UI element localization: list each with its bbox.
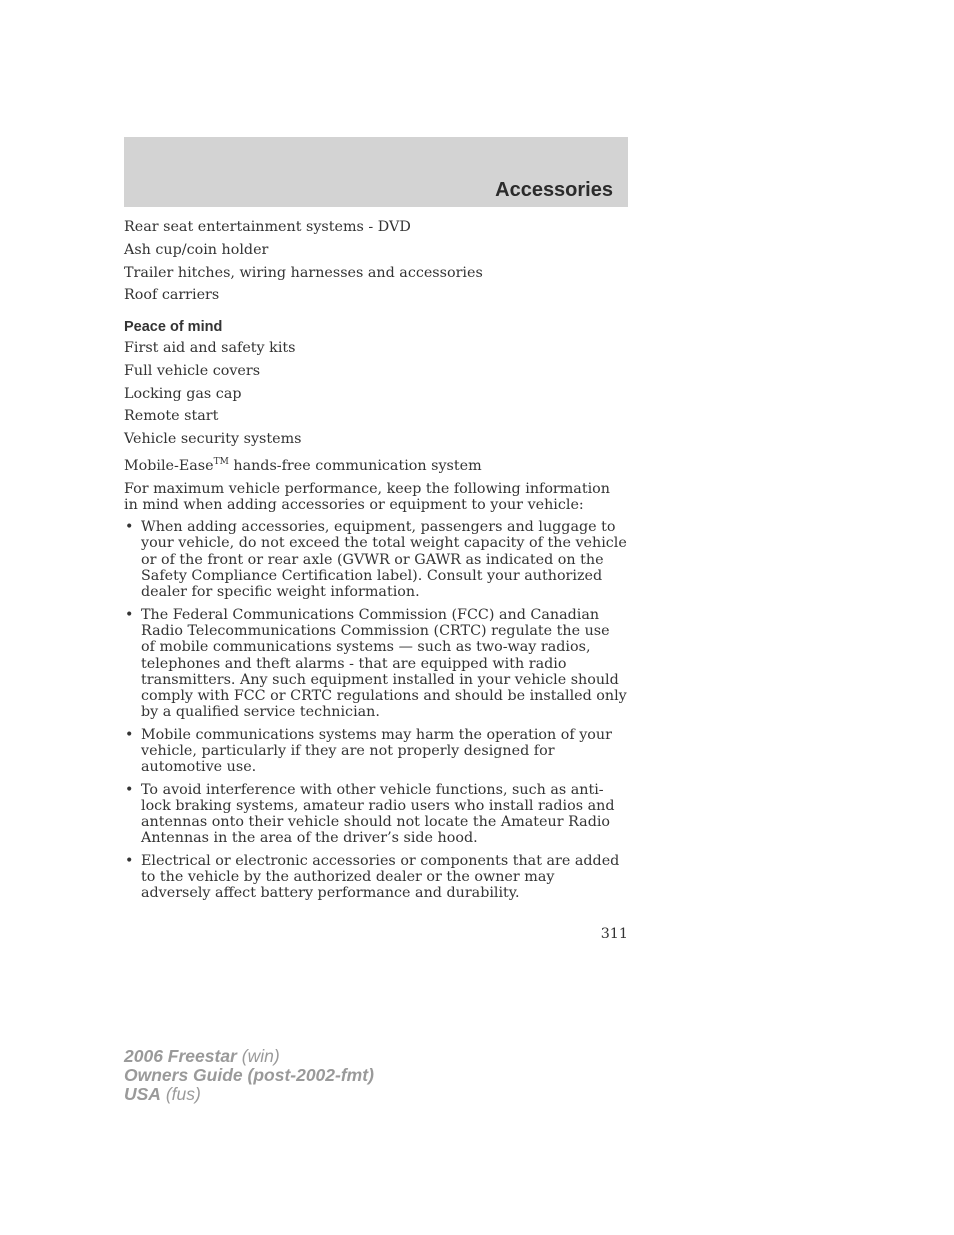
bullet-item (124, 782, 628, 847)
footer-guide: Owners Guide (post-2002-fmt) (124, 1065, 374, 1085)
bullet-item (124, 853, 628, 902)
bullet-text: Mobile communications systems may harm the operation of your vehicle, particularly if they are not properly designed for automotive use. (141, 726, 612, 776)
bullet-list (124, 519, 628, 902)
footer-model: 2006 Freestar (124, 1046, 237, 1066)
bullet-item (124, 607, 628, 721)
page-number: 311 (600, 926, 628, 942)
subsection-heading: Peace of mind (124, 318, 223, 335)
list-item-mobile-ease (124, 454, 628, 474)
footer-market: USA (124, 1084, 161, 1104)
document-footer (124, 1047, 374, 1104)
footer-line-1 (124, 1047, 374, 1066)
list-item: Roof carriers (124, 287, 220, 304)
bullet-item (124, 727, 628, 776)
footer-line-3 (124, 1085, 374, 1104)
list-item: Rear seat entertainment systems - DVD (124, 219, 411, 235)
mobile-ease-name: Mobile-Ease (124, 457, 214, 474)
bullet-marker: • (125, 781, 134, 798)
footer-line-2 (124, 1066, 374, 1085)
intro-paragraph: For maximum vehicle performance, keep the following information in mind when adding accessories or equipment to your vehicle: (124, 480, 610, 513)
bullet-text: The Federal Communications Commission (FCC) and Canadian Radio Telecommunications Commission (CRTC) regulate the use of mobile communications systems — such as two-way radios, telephones and theft alarms - that are equipped with radio transmitters. Any such equipment installed in your vehicle should comply with FCC or CRTC regulations and should be installed only by a qualified service technician. (141, 606, 627, 721)
list-item: Full vehicle covers (124, 362, 261, 379)
list-item: Vehicle security systems (124, 431, 302, 448)
section-title: Accessories (495, 179, 613, 201)
bullet-marker: • (125, 606, 134, 623)
mobile-ease-description: hands-free communication system (228, 457, 482, 474)
page-content (124, 219, 628, 908)
bullet-marker: • (125, 852, 134, 869)
bullet-marker: • (125, 726, 134, 743)
list-item: Locking gas cap (124, 385, 242, 402)
section-header-bar (124, 137, 628, 207)
list-item: Ash cup/coin holder (124, 241, 269, 258)
list-item: Remote start (124, 408, 219, 425)
bullet-marker: • (125, 519, 134, 536)
bullet-item (124, 519, 628, 600)
bullet-text: Electrical or electronic accessories or components that are added to the vehicle by the authorized dealer or the owner may adversely affect battery performance and durability. (141, 852, 620, 902)
footer-market-code: (fus) (160, 1084, 201, 1104)
footer-model-code: (win) (236, 1046, 280, 1066)
bullet-text: When adding accessories, equipment, passengers and luggage to your vehicle, do not exceed the total weight capacity of the vehicle or of the front or rear axle (GVWR or GAWR as indicated on the Safety Compliance Certification label). Consult your authorized dealer for specific weight information. (141, 519, 627, 601)
list-item: Trailer hitches, wiring harnesses and accessories (124, 264, 483, 281)
trademark-mark: TM (213, 456, 229, 467)
bullet-text: To avoid interference with other vehicle functions, such as anti-lock braking systems, amateur radio users who install radios and antennas onto their vehicle should not locate the Amateur Radio Antennas in the area of the driver’s side hood. (141, 781, 615, 847)
list-item: First aid and safety kits (124, 339, 296, 356)
